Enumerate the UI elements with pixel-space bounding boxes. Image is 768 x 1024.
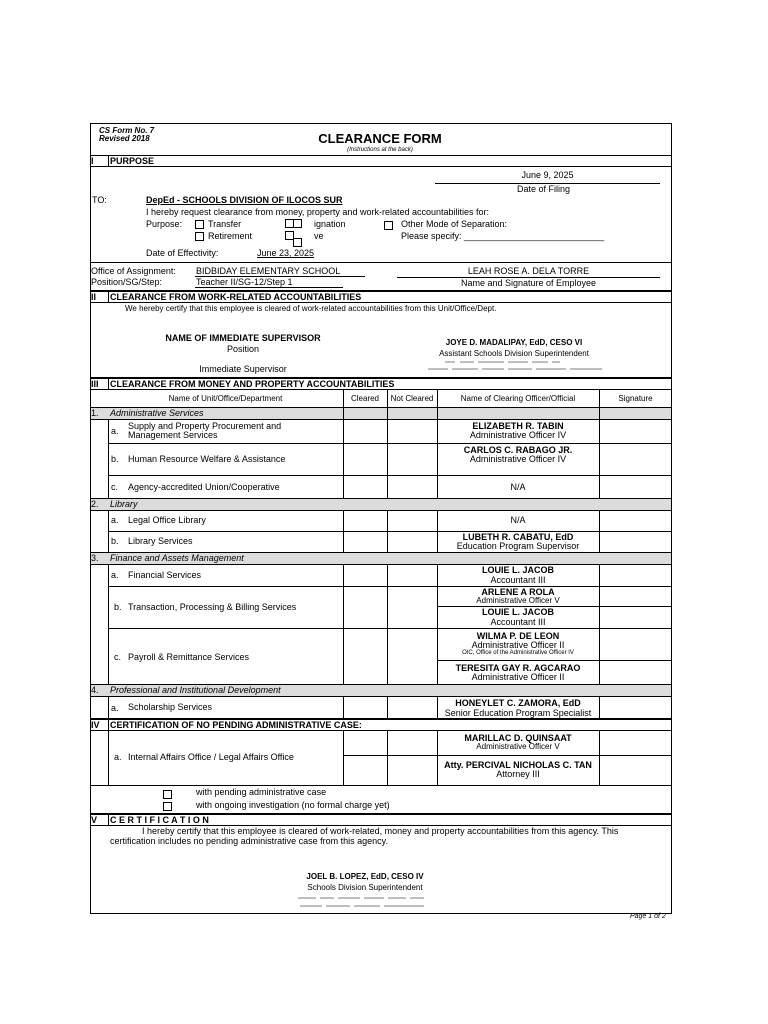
underline — [195, 287, 343, 288]
official-title: Administrative Officer IV — [469, 430, 567, 440]
row-letter: a. — [111, 703, 119, 713]
official-title: Administrative Officer II — [471, 640, 565, 650]
official-name: TERESITA GAY R. AGCARAO — [455, 663, 581, 673]
request-text: I hereby request clearance from money, property and work-related accountabilities for: — [146, 207, 490, 217]
table-rule — [387, 564, 388, 684]
form-revision: Revised 2018 — [99, 134, 150, 143]
unit-name: Legal Office Library — [128, 515, 206, 525]
official-title: Administrative Officer V — [476, 596, 560, 605]
table-rule — [437, 389, 438, 419]
office-value[interactable]: BIDBIDAY ELEMENTARY SCHOOL — [196, 266, 341, 276]
table-rule — [108, 419, 109, 498]
section-number: I — [91, 156, 94, 166]
transfer-checkbox[interactable] — [195, 220, 204, 229]
certification-text: certification includes no pending administrative case from this agency. — [110, 836, 388, 846]
col-cleared: Cleared — [350, 394, 379, 403]
date-filing-label: Date of Filing — [517, 184, 571, 194]
unit-name: Agency-accredited Union/Cooperative — [128, 482, 280, 492]
supervisor-position: Position — [226, 344, 260, 354]
resignation-checkbox-b[interactable] — [293, 219, 302, 228]
table-rule — [343, 755, 672, 756]
category-name: Administrative Services — [110, 408, 204, 418]
divider — [108, 378, 109, 389]
position-value[interactable]: Teacher II/SG-12/Step 1 — [196, 277, 293, 287]
form-number: CS Form No. 7 — [99, 126, 155, 135]
official-name: LOUIE L. JACOB — [481, 565, 554, 575]
baybayin-text-asds — [420, 359, 610, 375]
row-letter: c. — [111, 482, 119, 492]
unit-name: Supply and Property Procurement and — [128, 421, 282, 431]
ongoing-investigation-checkbox[interactable] — [163, 802, 172, 811]
instructions-note: (Instructions at the back) — [347, 147, 413, 153]
table-rule — [90, 510, 672, 511]
official-title: Accountant III — [490, 575, 546, 585]
section-title: CERTIFICATION OF NO PENDING ADMINISTRATIVE CASE: — [110, 720, 362, 730]
official-name: CARLOS C. RABAGO JR. — [463, 445, 573, 455]
section-number: II — [91, 292, 97, 302]
col-signature: Signature — [618, 394, 653, 403]
divider — [108, 719, 109, 730]
official-title: Senior Education Program Specialist — [444, 708, 592, 718]
official-title: Attorney III — [496, 769, 540, 779]
section-number: IV — [91, 720, 100, 730]
unit-name: Scholarship Services — [128, 702, 213, 712]
divider — [108, 155, 109, 166]
table-rule — [599, 419, 600, 498]
row-letter: b. — [114, 602, 122, 612]
position-label: Position/SG/Step: — [91, 277, 163, 287]
official-title: Administrative Officer V — [476, 742, 560, 751]
table-rule — [599, 389, 600, 419]
table-rule — [108, 510, 109, 552]
retirement-checkbox[interactable] — [195, 232, 204, 241]
table-rule — [108, 475, 672, 476]
form-title: CLEARANCE FORM — [318, 131, 442, 146]
leave-label: ve — [314, 231, 324, 241]
effectivity-value[interactable]: June 23, 2025 — [257, 248, 315, 258]
category-number: 1. — [91, 408, 99, 418]
table-rule — [599, 730, 600, 785]
other-mode-label: Other Mode of Separation: — [401, 219, 508, 229]
to-value: DepEd - SCHOOLS DIVISION OF ILOCOS SUR — [146, 195, 343, 205]
divider — [90, 302, 672, 303]
effectivity-label: Date of Effectivity: — [146, 248, 219, 258]
unit-name: Transaction, Processing & Billing Services — [128, 602, 297, 612]
category-name: Finance and Assets Management — [110, 553, 244, 563]
table-rule — [108, 696, 109, 719]
divider — [108, 814, 109, 825]
category-number: 3. — [91, 553, 99, 563]
table-rule — [108, 564, 109, 684]
table-rule — [343, 389, 344, 419]
table-rule — [343, 564, 344, 684]
pending-case-checkbox[interactable] — [163, 790, 172, 799]
category-number: 4. — [91, 685, 99, 695]
divider — [90, 730, 672, 731]
other-mode-checkbox[interactable] — [384, 221, 393, 230]
to-label: TO: — [92, 195, 107, 205]
table-rule — [108, 730, 109, 785]
date-filing-value[interactable]: June 9, 2025 — [521, 170, 574, 180]
table-rule — [343, 730, 344, 785]
col-unit: Name of Unit/Office/Department — [168, 394, 283, 403]
employee-name: LEAH ROSE A. DELA TORRE — [467, 266, 590, 276]
unit-name: Internal Affairs Office / Legal Affairs Office — [128, 752, 294, 762]
unit-name: Human Resource Welfare & Assistance — [128, 454, 286, 464]
transfer-label: Transfer — [208, 219, 242, 229]
page-number: Page 1 of 2 — [630, 913, 666, 920]
unit-name: Payroll & Remittance Services — [128, 652, 250, 662]
row-letter: a. — [111, 515, 119, 525]
row-letter: b. — [111, 454, 119, 464]
table-rule — [343, 696, 344, 719]
official-name: WILMA P. DE LEON — [476, 631, 560, 641]
official-name: ARLENE A ROLA — [481, 587, 555, 597]
official-name: LUBETH R. CABATU, EdD — [462, 532, 574, 542]
asds-name: JOYE D. MADALIPAY, EdD, CESO VI — [445, 338, 583, 347]
table-rule — [387, 696, 388, 719]
purpose-label: Purpose: — [146, 219, 183, 229]
official-name: HONEYLET C. ZAMORA, EdD — [455, 698, 581, 708]
official-title: Administrative Officer IV — [469, 454, 567, 464]
official-na: N/A — [510, 482, 526, 492]
section-title: PURPOSE — [110, 156, 155, 166]
unit-name: Management Services — [128, 430, 218, 440]
table-rule — [108, 443, 672, 444]
ongoing-investigation-label: with ongoing investigation (no formal charge yet) — [196, 800, 390, 810]
supervisor-caption: Immediate Supervisor — [199, 364, 287, 374]
section-title: C E R T I F I C A T I O N — [110, 815, 209, 825]
table-rule — [108, 628, 672, 629]
divider — [90, 166, 672, 167]
category-name: Professional and Institutional Development — [110, 685, 281, 695]
col-not-cleared: Not Cleared — [390, 394, 434, 403]
official-subtitle: OIC, Office of the Administrative Officer IV — [462, 650, 574, 656]
official-title: Accountant III — [490, 617, 546, 627]
category-name: Library — [110, 499, 138, 509]
official-name: MARILLAC D. QUINSAAT — [464, 733, 572, 743]
resignation-label: ignation — [314, 219, 346, 229]
row-letter: a. — [111, 426, 119, 436]
baybayin-text-sds — [290, 893, 440, 913]
table-rule — [90, 696, 672, 697]
table-rule — [599, 510, 600, 552]
row-letter: a. — [111, 570, 119, 580]
divider — [90, 155, 672, 156]
divider — [108, 291, 109, 302]
table-rule — [437, 660, 672, 661]
row-letter: b. — [111, 536, 119, 546]
official-na: N/A — [510, 515, 526, 525]
please-specify[interactable]: Please specify: ____________________________ — [401, 231, 605, 241]
section-title: CLEARANCE FROM WORK-RELATED ACCOUNTABILITIES — [110, 292, 362, 302]
certify-text: We hereby certify that this employee is cleared of work-related accountabilities from this Unit/Office/Dept. — [125, 304, 497, 313]
official-name: LOUIE L. JACOB — [481, 607, 554, 617]
row-letter: a. — [114, 752, 122, 762]
employee-caption: Name and Signature of Employee — [460, 278, 597, 288]
table-rule — [599, 696, 600, 719]
unit-name: Financial Services — [128, 570, 202, 580]
sds-name: JOEL B. LOPEZ, EdD, CESO IV — [306, 872, 424, 881]
table-rule — [387, 510, 388, 552]
table-rule — [387, 419, 388, 498]
category-number: 2. — [91, 499, 99, 509]
table-rule — [387, 730, 388, 785]
table-rule — [599, 564, 600, 684]
category-band — [91, 499, 671, 510]
col-official: Name of Clearing Officer/Official — [460, 394, 576, 403]
asds-title: Assistant Schools Division Superintendent — [439, 349, 589, 358]
table-rule — [90, 498, 672, 499]
leave-checkbox-b[interactable] — [293, 238, 302, 247]
table-rule — [343, 510, 344, 552]
certification-text: I hereby certify that this employee is cleared of work-related, money and property accountabilities from this agency. This — [142, 826, 619, 836]
official-title: Administrative Officer II — [471, 672, 565, 682]
section-number: V — [91, 815, 98, 825]
official-name: ELIZABETH R. TABIN — [472, 421, 564, 431]
table-rule — [90, 785, 672, 786]
official-title: Education Program Supervisor — [456, 541, 580, 551]
table-rule — [343, 419, 344, 498]
office-label: Office of Assignment: — [91, 266, 176, 276]
section-title: CLEARANCE FROM MONEY AND PROPERTY ACCOUNTABILITIES — [110, 379, 395, 389]
table-rule — [387, 389, 388, 419]
row-letter: c. — [114, 652, 122, 662]
divider — [90, 389, 672, 390]
divider — [90, 262, 672, 263]
unit-name: Library Services — [128, 536, 193, 546]
sds-title: Schools Division Superintendent — [307, 883, 423, 892]
retirement-label: Retirement — [208, 231, 253, 241]
section-number: III — [91, 379, 99, 389]
pending-case-label: with pending administrative case — [196, 787, 327, 797]
official-name: Atty. PERCIVAL NICHOLAS C. TAN — [444, 760, 592, 770]
table-rule — [90, 419, 672, 420]
supervisor-name: NAME OF IMMEDIATE SUPERVISOR — [165, 333, 321, 343]
